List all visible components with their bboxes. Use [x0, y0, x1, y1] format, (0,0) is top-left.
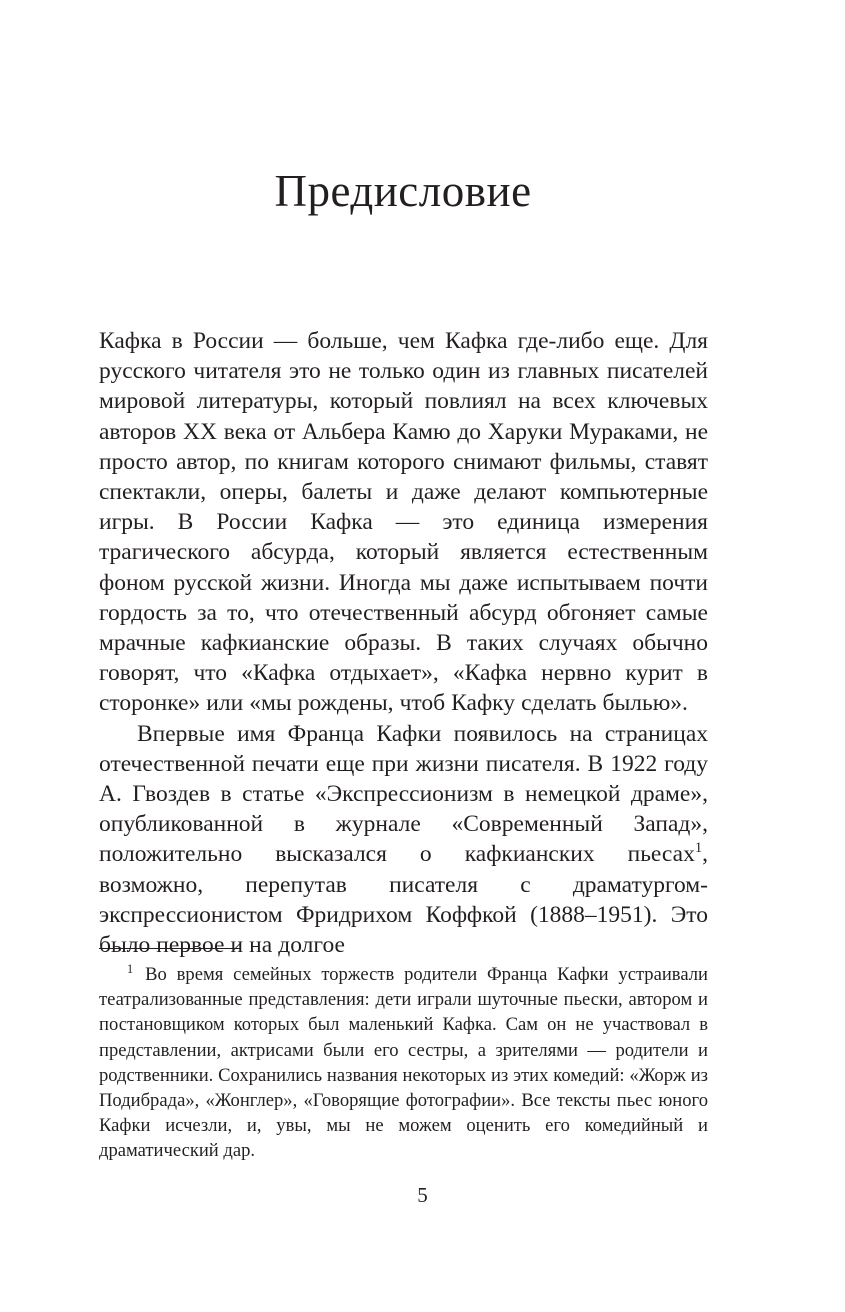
footnote-number: 1	[127, 961, 134, 976]
page-title: Предисловие	[274, 166, 532, 217]
footnote-reference-marker[interactable]: 1	[694, 840, 703, 857]
paragraph-text-before-footnote: Впервые имя Франца Кафки появилось на страницах отечественной печати еще при жизни писателя. В 1922 году А. Гвоздев в статье «Экспрессионизм в немецкой драме», опубликованной в журнале «Современный Запад», положительно высказался о кафкианских пьесах	[99, 720, 708, 868]
paragraph-text-after-footnote: , возможно, перепутав писателя с драматургом-экспрессионистом Фридрихом Коффкой (1888–1951). Это было первое и на долгое	[99, 841, 708, 959]
page-number: 5	[417, 1183, 428, 1207]
body-text-block	[99, 326, 708, 960]
footnote-separator-rule	[99, 948, 241, 949]
body-paragraph: Кафка в России — больше, чем Кафка где-либо еще. Для русского читателя это не только один из главных писателей мировой литературы, который повлиял на всех ключевых авторов XX века от Альбера Камю до Харуки Мураками, не просто автор, по книгам которого снимают фильмы, ставят спектакли, оперы, балеты и даже делают компьютерные игры. В России Кафка — это единица измерения трагического абсурда, который является естественным фоном русской жизни. Иногда мы даже испытываем почти гордость за то, что отечественный абсурд обгоняет самые мрачные кафкианские образы. В таких случаях обычно говорят, что «Кафка отдыхает», «Кафка нервно курит в сторонке» или «мы рождены, чтоб Кафку сделать былью».	[99, 328, 708, 717]
footnote-body-text: Во время семейных торжеств родители Франца Кафки устраивали театрализованные представления: дети играли шуточные пьески, автором и постановщиком которых был маленький Кафка. Сам он не участвовал в представлении, актрисами были его сестры, а зрителями — родители и родственники. Сохранились названия некоторых из этих комедий: «Жорж из Подибрада», «Жонглер», «Говорящие фотографии». Все тексты пьес юного Кафки исчезли, и, увы, мы не можем оценить его комедийный и драматический дар.	[99, 964, 708, 1162]
footnote	[99, 962, 708, 1164]
footnote-area	[99, 948, 708, 1164]
body-paragraph	[99, 719, 708, 961]
